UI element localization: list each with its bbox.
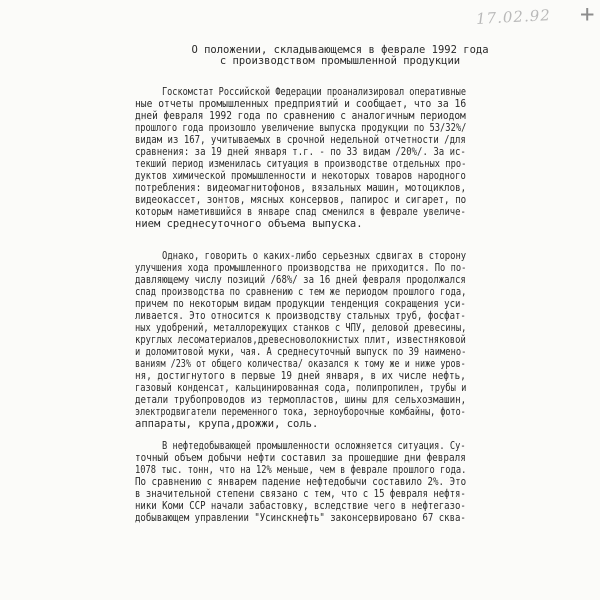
text-line: и доломитовой муки, чая. А среднесуточный выпуск по 39 наимено- [135, 346, 467, 358]
text-line: прошлого года произошло увеличение выпуска продукции по 53/32%/ [135, 122, 467, 134]
text-line: 1078 тыс. тонн, что на 12% меньше, чем в феврале прошлого года. [135, 464, 467, 476]
text-line: нием среднесуточного объема выпуска. [135, 218, 363, 230]
text-line: видеокассет, зонтов, мясных консервов, папирос и сигарет, по [135, 194, 467, 206]
text-line: ливается. Это относится к производству стальных труб, фосфат- [135, 310, 466, 322]
text-line: Госкомстат Российской Федерации проанализировал оперативные [162, 86, 466, 98]
text-line: В нефтедобывающей промышленности осложняется ситуация. Су- [162, 440, 466, 452]
handwritten-mark: + [580, 0, 595, 28]
text-line: круглых лесоматериалов,древесноволокнистых плит, известняковой [135, 334, 466, 346]
text-line: газовый конденсат, кальцинированная сода, полипропилен, трубы и [135, 382, 467, 394]
text-line: детали трубопроводов из термопластов, шины для сельхозмашин, [135, 394, 467, 406]
document-title: О положении, складывающемся в феврале 1992 года с производством промышленной продукции [191, 44, 489, 67]
text-line: видам из 167, учитываемых в срочной недельной отчетности /для [135, 134, 466, 146]
text-line: улучшения хода промышленного производства не приходится. По по- [135, 262, 467, 274]
text-line: потребления: видеомагнитофонов, вязальных машин, мотоциклов, [135, 182, 467, 194]
text-line: давляющему числу позиций /68%/ за 16 дней февраля продолжался [135, 274, 466, 286]
text-line: электродвигатели переменного тока, зерноуборочные комбайны, фото- [135, 406, 466, 418]
text-line: спад производства по сравнению с тем же периодом прошлого года, [135, 286, 467, 298]
text-line: причем по некоторым видам продукции тенденция сокращения уси- [135, 298, 466, 310]
text-line: Однако, говорить о каких-либо серьезных сдвигах в сторону [162, 250, 467, 262]
text-line: По сравнению с январем падение нефтедобычи составило 2%. Это [135, 476, 467, 488]
text-line: добывающем управлении "Усинскнефть" законсервировано 67 сква- [135, 512, 466, 524]
text-line: ные отчеты промышленных предприятий и сообщает, что за 16 [135, 98, 467, 110]
text-line: ня, достигнутого в первые 19 дней января, в их числе нефть, [135, 370, 466, 382]
text-line: в значительной степени связано с тем, что с 15 февраля нефтя- [135, 488, 466, 500]
text-line: дней февраля 1992 года по сравнению с аналогичным периодом [135, 110, 466, 122]
text-line: дуктов химической промышленности и некоторых товаров народного [135, 170, 466, 182]
text-line: точный объем добычи нефти составил за прошедшие дни февраля [135, 452, 466, 464]
text-line: ники Коми ССР начали забастовку, вследствие чего в нефтегазо- [135, 500, 466, 512]
handwritten-date: 17.02.92 [475, 6, 552, 28]
text-line: ных удобрений, металлорежущих станков с ЧПУ, деловой древесины, [135, 322, 467, 334]
text-line: аппараты, крупа,дрожжи, соль. [135, 418, 319, 430]
text-line: текший период изменилась ситуация в производстве отдельных про- [135, 158, 467, 170]
text-line: сравнения: за 19 дней января т.г. - по 33 видам /20%/. За ис- [135, 146, 466, 158]
text-line: которым наметившийся в январе спад сменился в феврале увеличе- [135, 206, 466, 218]
text-line: ваниям /23% от общего количества/ оказался к тому же и ниже уров- [135, 358, 466, 370]
